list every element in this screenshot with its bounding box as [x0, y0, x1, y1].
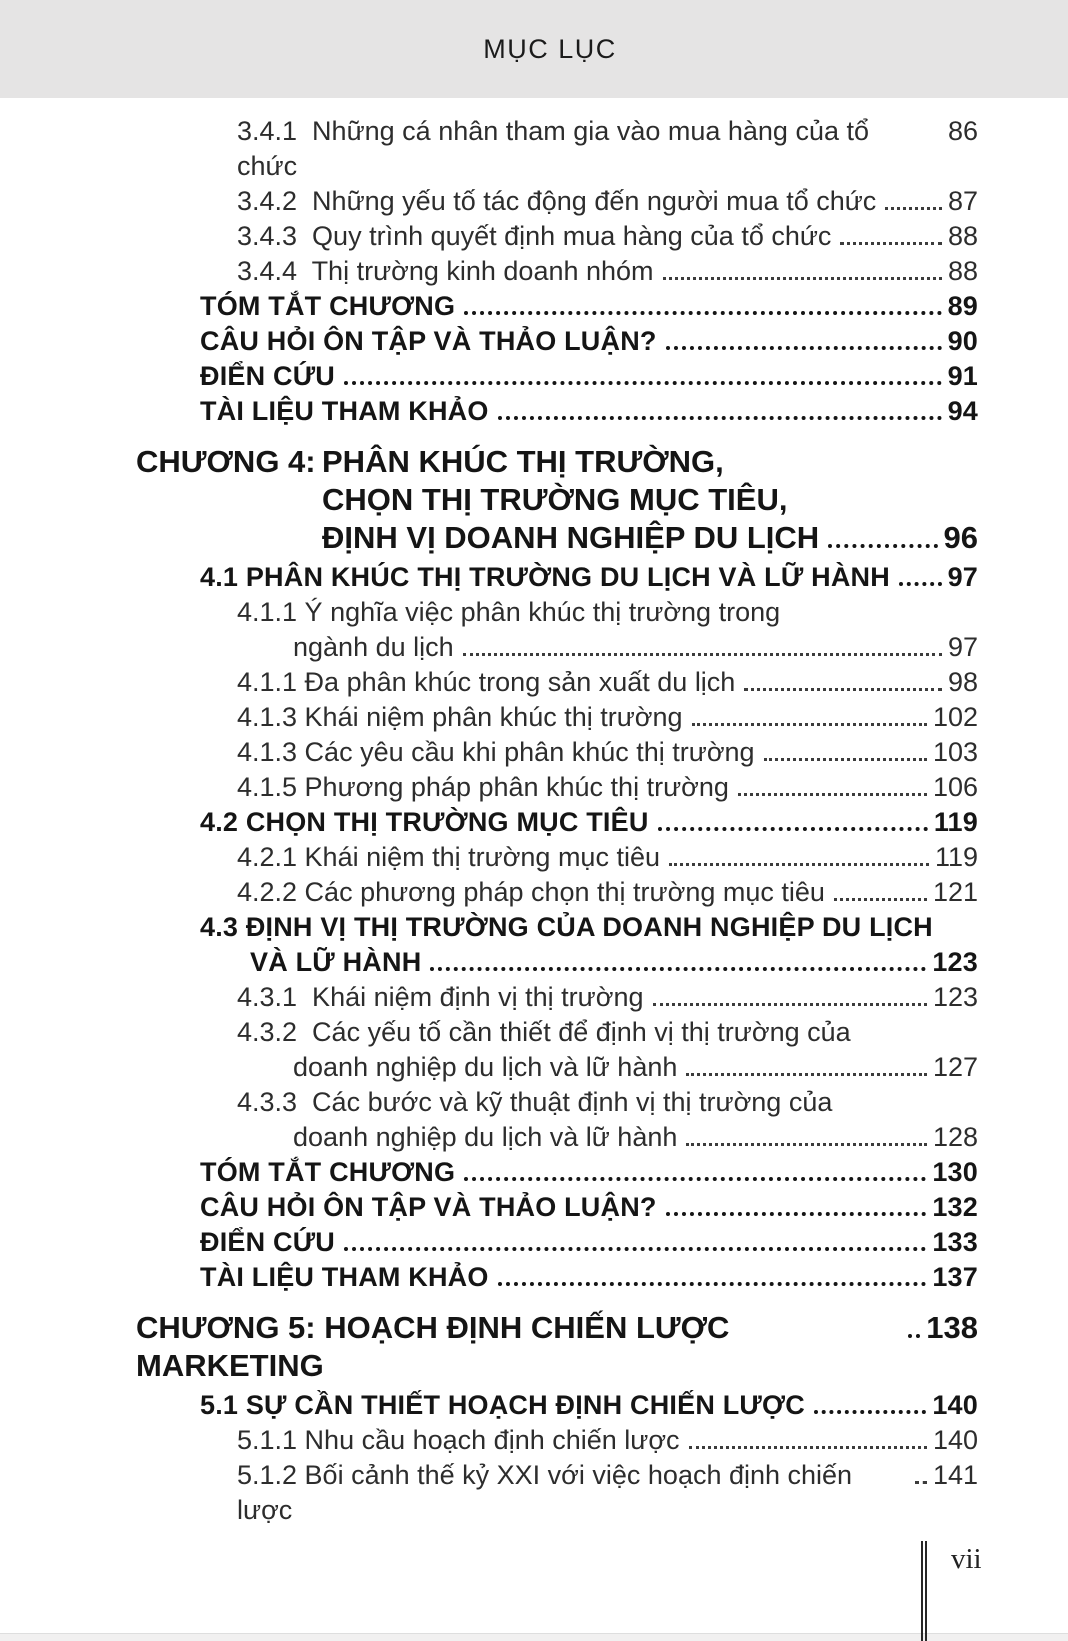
toc-page-number: 119	[934, 842, 978, 872]
toc-line	[200, 289, 978, 324]
toc-page-number: 96	[943, 520, 978, 555]
toc-entry	[0, 735, 978, 770]
toc-entry-text: 3.4.1 Những cá nhân tham gia vào mua hàng của tổ chức	[237, 116, 869, 181]
page-header	[0, 0, 1068, 98]
toc-entry-text: 4.1 PHÂN KHÚC THỊ TRƯỜNG DU LỊCH VÀ LỮ HÀNH	[200, 562, 890, 592]
toc-entry	[0, 219, 978, 254]
toc-entry	[0, 114, 978, 184]
dot-leader	[840, 242, 942, 245]
dot-leader	[764, 758, 927, 761]
toc-entry	[0, 1190, 978, 1225]
toc-entry-text: 3.4.4 Thị trường kinh doanh nhóm	[237, 256, 654, 286]
scan-edge-strip	[0, 1633, 1068, 1641]
toc-entry-text: ĐIỂN CỨU	[200, 361, 336, 391]
toc-entry-text: 4.3.3 Các bước và kỹ thuật định vị thị trường của	[237, 1087, 833, 1117]
toc-line	[322, 443, 978, 481]
toc-entry	[0, 1423, 978, 1458]
toc-entry	[0, 595, 978, 665]
toc-entry	[0, 910, 978, 980]
toc-page-number: 106	[932, 772, 978, 802]
toc-line	[250, 945, 978, 980]
toc-entry	[0, 1225, 978, 1260]
dot-leader	[814, 1410, 926, 1414]
dot-leader	[834, 898, 927, 901]
toc-entry	[0, 700, 978, 735]
dot-leader	[738, 793, 927, 796]
toc-entry	[0, 394, 978, 429]
toc-line	[322, 519, 978, 557]
toc-entry-text: 4.3 ĐỊNH VỊ THỊ TRƯỜNG CỦA DOANH NGHIỆP DU LỊCH	[200, 912, 933, 942]
toc-page-number: 97	[947, 632, 978, 662]
toc-page-number: 90	[947, 326, 978, 356]
toc-page-number: 88	[947, 256, 978, 286]
toc-list	[0, 98, 1068, 1528]
toc-page-number: 119	[933, 807, 978, 837]
toc-line	[293, 1050, 978, 1085]
toc-page-number: 138	[926, 1310, 978, 1345]
toc-line	[237, 114, 978, 184]
toc-line	[293, 1120, 978, 1155]
toc-page-number: 140	[932, 1425, 978, 1455]
toc-line	[237, 980, 978, 1015]
toc-entry-text: CÂU HỎI ÔN TẬP VÀ THẢO LUẬN?	[200, 1192, 657, 1222]
toc-line	[200, 1190, 978, 1225]
toc-entry	[0, 1309, 978, 1385]
toc-page-number: 94	[947, 396, 978, 426]
dot-leader	[344, 1247, 926, 1251]
dot-leader	[498, 416, 942, 420]
dot-leader	[692, 723, 927, 726]
toc-entry	[0, 1085, 978, 1155]
toc-line	[237, 770, 978, 805]
toc-page-number: 102	[932, 702, 978, 732]
toc-entry-text: ĐIỂN CỨU	[200, 1227, 336, 1257]
toc-entry	[0, 1155, 978, 1190]
toc-line	[200, 1155, 978, 1190]
dot-leader	[663, 277, 942, 280]
chapter-title-lines	[322, 443, 978, 557]
toc-entry	[0, 1388, 978, 1423]
toc-entry-text: doanh nghiệp du lịch và lữ hành	[293, 1052, 678, 1082]
toc-entry	[0, 980, 978, 1015]
toc-entry-text: TÓM TẮT CHƯƠNG	[200, 1157, 456, 1187]
page-title: MỤC LỤC	[483, 33, 617, 64]
toc-entry	[0, 254, 978, 289]
toc-page-number: 123	[932, 947, 978, 977]
dot-leader	[899, 582, 942, 586]
toc-page-number: 86	[947, 116, 978, 146]
toc-entry-text: 3.4.3 Quy trình quyết định mua hàng của tổ chức	[237, 221, 832, 251]
dot-leader	[498, 1282, 927, 1286]
toc-entry-text: CÂU HỎI ÔN TẬP VÀ THẢO LUẬN?	[200, 326, 657, 356]
dot-leader	[828, 544, 937, 548]
toc-entry-text: 4.3.1 Khái niệm định vị thị trường	[237, 982, 644, 1012]
dot-leader	[669, 863, 929, 866]
toc-entry-text: ngành du lịch	[293, 632, 454, 662]
dot-leader	[666, 346, 942, 350]
dot-leader	[344, 381, 942, 385]
toc-entry-text: 4.2 CHỌN THỊ TRƯỜNG MỤC TIÊU	[200, 807, 649, 837]
dot-leader	[653, 1003, 927, 1006]
page-number: vii	[951, 1543, 982, 1575]
toc-line	[200, 805, 978, 840]
toc-page-number: 137	[932, 1262, 978, 1292]
dot-leader	[464, 1177, 926, 1181]
toc-entry-text: TÀI LIỆU THAM KHẢO	[200, 1262, 489, 1292]
toc-line	[200, 1388, 978, 1423]
dot-leader	[686, 1073, 927, 1076]
toc-entry-text: CHƯƠNG 5: HOẠCH ĐỊNH CHIẾN LƯỢC MARKETING	[136, 1310, 730, 1383]
dot-leader	[908, 1334, 920, 1338]
toc-line	[237, 1423, 978, 1458]
toc-entry-text: doanh nghiệp du lịch và lữ hành	[293, 1122, 678, 1152]
toc-line	[200, 1260, 978, 1295]
toc-line	[200, 359, 978, 394]
toc-page-number: 130	[932, 1157, 978, 1187]
toc-line	[237, 595, 978, 630]
toc-entry-text: 4.3.2 Các yếu tố cần thiết để định vị thị trường của	[237, 1017, 851, 1047]
toc-entry-text: CHỌN THỊ TRƯỜNG MỤC TIÊU,	[322, 482, 788, 517]
toc-page-number: 127	[932, 1052, 978, 1082]
toc-entry	[0, 805, 978, 840]
toc-page-number: 141	[932, 1460, 978, 1490]
toc-line	[293, 630, 978, 665]
toc-entry	[136, 443, 978, 557]
toc-line	[200, 560, 978, 595]
toc-line	[200, 910, 978, 945]
dot-leader	[689, 1446, 927, 1449]
dot-leader	[463, 653, 942, 656]
toc-line	[136, 1309, 978, 1385]
footer-double-rule	[921, 1541, 927, 1641]
dot-leader	[666, 1212, 927, 1216]
toc-page-number: 103	[932, 737, 978, 767]
toc-entry-text: 5.1 SỰ CẦN THIẾT HOẠCH ĐỊNH CHIẾN LƯỢC	[200, 1390, 805, 1420]
toc-page-number: 89	[947, 291, 978, 321]
toc-line	[237, 184, 978, 219]
toc-entry	[0, 1260, 978, 1295]
toc-page-number: 132	[932, 1192, 978, 1222]
toc-page-number: 88	[947, 221, 978, 251]
dot-leader	[885, 207, 942, 210]
toc-line	[200, 324, 978, 359]
toc-line	[200, 394, 978, 429]
toc-entry	[0, 184, 978, 219]
toc-entry-text: 5.1.1 Nhu cầu hoạch định chiến lược	[237, 1425, 680, 1455]
toc-line	[237, 735, 978, 770]
toc-line	[237, 665, 978, 700]
toc-page-number: 133	[932, 1227, 978, 1257]
toc-entry-text: PHÂN KHÚC THỊ TRƯỜNG,	[322, 444, 724, 479]
toc-entry	[0, 770, 978, 805]
dot-leader	[686, 1143, 927, 1146]
toc-page-number: 128	[932, 1122, 978, 1152]
toc-line	[322, 481, 978, 519]
toc-page-number: 91	[947, 361, 978, 391]
toc-entry-text: TÓM TẮT CHƯƠNG	[200, 291, 456, 321]
toc-entry	[0, 840, 978, 875]
toc-line	[237, 875, 978, 910]
toc-line	[237, 1085, 978, 1120]
toc-entry-text: ĐỊNH VỊ DOANH NGHIỆP DU LỊCH	[322, 520, 820, 555]
toc-entry-text: TÀI LIỆU THAM KHẢO	[200, 396, 489, 426]
toc-entry-text: 4.1.1 Đa phân khúc trong sản xuất du lịch	[237, 667, 736, 697]
toc-line	[237, 254, 978, 289]
dot-leader	[464, 311, 941, 315]
toc-entry-text: 4.1.5 Phương pháp phân khúc thị trường	[237, 772, 729, 802]
toc-entry-text: 4.2.1 Khái niệm thị trường mục tiêu	[237, 842, 660, 872]
toc-entry-text: 4.1.1 Ý nghĩa việc phân khúc thị trường trong	[237, 597, 781, 627]
toc-entry	[0, 1015, 978, 1085]
toc-entry-text: 4.1.3 Khái niệm phân khúc thị trường	[237, 702, 683, 732]
toc-line	[237, 1015, 978, 1050]
dot-leader	[658, 827, 928, 831]
dot-leader	[430, 967, 926, 971]
chapter-label: CHƯƠNG 4:	[136, 444, 316, 479]
toc-entry-text: 5.1.2 Bối cảnh thế kỷ XXI với việc hoạch định chiến lược	[237, 1460, 853, 1525]
toc-page-number: 97	[947, 562, 978, 592]
toc-page-number: 98	[947, 667, 978, 697]
toc-entry	[0, 875, 978, 910]
toc-entry	[0, 665, 978, 700]
toc-entry	[0, 560, 978, 595]
dot-leader	[744, 688, 942, 691]
toc-line	[237, 1458, 978, 1528]
toc-page-number: 123	[932, 982, 978, 1012]
toc-entry-text: 4.2.2 Các phương pháp chọn thị trường mục tiêu	[237, 877, 825, 907]
toc-entry-text: VÀ LỮ HÀNH	[250, 947, 422, 977]
toc-line	[237, 700, 978, 735]
toc-page-number: 87	[947, 186, 978, 216]
toc-page-number: 140	[932, 1390, 978, 1420]
toc-entry	[0, 324, 978, 359]
toc-entry-text: 3.4.2 Những yếu tố tác động đến người mua tổ chức	[237, 186, 877, 216]
toc-entry	[0, 1458, 978, 1528]
toc-line	[237, 219, 978, 254]
toc-entry	[0, 289, 978, 324]
toc-line	[200, 1225, 978, 1260]
dot-leader	[915, 1481, 927, 1484]
toc-page-number: 121	[932, 877, 978, 907]
toc-entry-text: 4.1.3 Các yêu cầu khi phân khúc thị trường	[237, 737, 755, 767]
toc-line	[237, 840, 978, 875]
toc-entry	[0, 359, 978, 394]
